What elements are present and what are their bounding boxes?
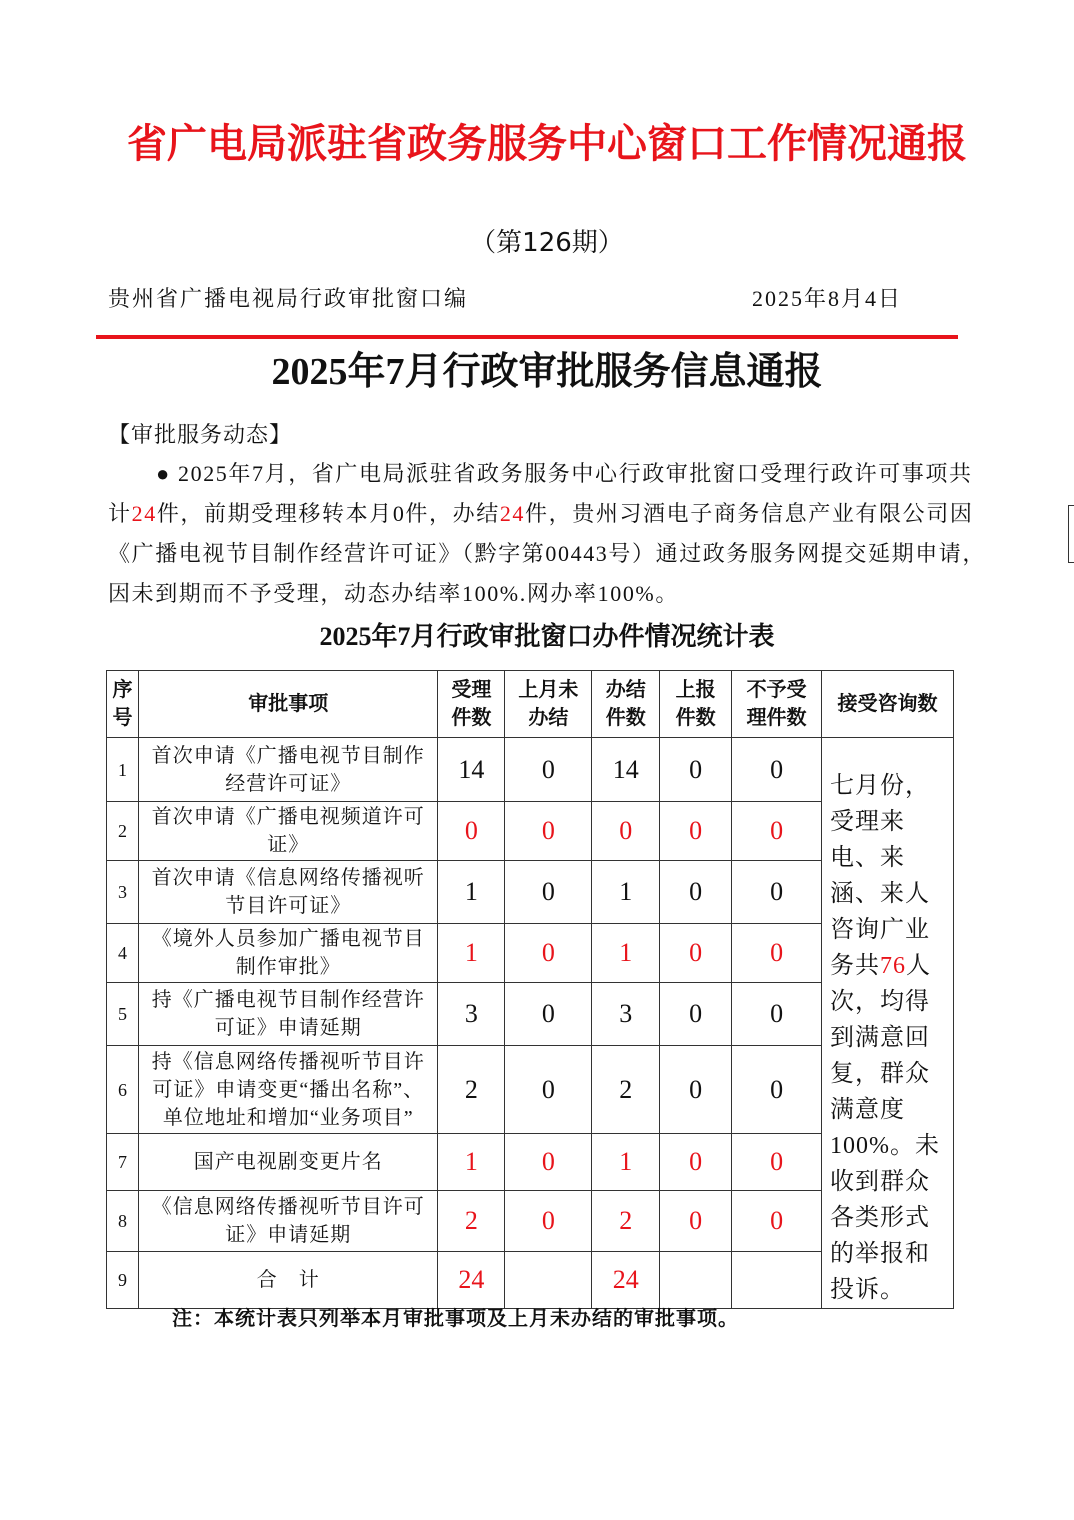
count-cell: 24	[438, 1251, 505, 1308]
red-divider	[96, 335, 958, 339]
count-cell	[505, 1251, 592, 1308]
statistics-table	[106, 670, 954, 1309]
row-number: 9	[107, 1251, 139, 1308]
column-header: 受理件数	[438, 671, 505, 738]
count-cell: 0	[505, 802, 592, 861]
count-cell: 1	[592, 861, 660, 924]
count-cell: 0	[660, 983, 732, 1046]
count-cell: 14	[438, 738, 505, 802]
count-cell: 0	[660, 1190, 732, 1251]
row-number: 1	[107, 738, 139, 802]
report-title: 2025年7月行政审批服务信息通报	[271, 351, 823, 393]
row-number: 2	[107, 802, 139, 861]
accepted-count: 24	[131, 501, 157, 526]
para-text: ● 2025年7月，省广电局派驻省政务服务中心行政审批窗口受理行政许可事项共计	[108, 461, 973, 526]
consultation-summary	[822, 738, 954, 1309]
count-cell: 0	[505, 983, 592, 1046]
summary-paragraph	[108, 454, 988, 614]
count-cell: 0	[660, 738, 732, 802]
count-cell: 0	[438, 802, 505, 861]
count-cell: 0	[505, 738, 592, 802]
count-cell: 0	[732, 802, 822, 861]
column-header: 办结件数	[592, 671, 660, 738]
count-cell: 0	[505, 1190, 592, 1251]
row-number: 7	[107, 1133, 139, 1190]
completed-count: 24	[499, 501, 526, 526]
issue-number: （第126期）	[470, 228, 624, 258]
row-number: 5	[107, 983, 139, 1046]
table-title: 2025年7月行政审批窗口办件情况统计表	[319, 622, 775, 651]
count-cell: 0	[732, 924, 822, 983]
count-cell: 1	[592, 1133, 660, 1190]
count-cell: 1	[438, 861, 505, 924]
table-note: 注：本统计表只列举本月审批事项及上月未办结的审批事项。	[172, 1308, 739, 1330]
count-cell: 0	[732, 738, 822, 802]
column-header: 审批事项	[138, 671, 438, 738]
count-cell: 0	[505, 861, 592, 924]
count-cell: 3	[592, 983, 660, 1046]
para-text: 件，贵州习酒电子商务信息产业有限公司因《广播电视节目制作经营许可证》（黔字第00443号）通过政务服务网提交延期申请，因未到期而不予受理，动态办结率100%.网办率100%。	[108, 501, 987, 606]
table-header-row	[107, 671, 954, 738]
approval-item: 首次申请《信息网络传播视听节目许可证》	[138, 861, 438, 924]
column-header: 上月未办结	[505, 671, 592, 738]
count-cell: 0	[660, 802, 732, 861]
consult-text: 人次，均得到满意回复，群众满意度100%。未收到群众各类形式的举报和投诉。	[830, 953, 940, 1303]
count-cell: 0	[732, 1190, 822, 1251]
editor-line: 贵州省广播电视局行政审批窗口编	[108, 286, 469, 311]
approval-item: 持《信息网络传播视听节目许可证》申请变更“播出名称”、单位地址和增加“业务项目”	[138, 1046, 438, 1134]
section-heading: 【审批服务动态】	[108, 422, 293, 447]
count-cell: 3	[438, 983, 505, 1046]
para-text: 件，前期受理移转本月0件，办结	[156, 501, 500, 526]
approval-item: 合 计	[138, 1251, 438, 1308]
count-cell: 0	[732, 983, 822, 1046]
row-number: 4	[107, 924, 139, 983]
count-cell: 0	[732, 1133, 822, 1190]
count-cell: 0	[660, 861, 732, 924]
row-number: 6	[107, 1046, 139, 1134]
count-cell: 0	[505, 924, 592, 983]
bulletin-title: 省广电局派驻省政务服务中心窗口工作情况通报	[127, 121, 967, 167]
count-cell: 1	[438, 1133, 505, 1190]
count-cell: 1	[438, 924, 505, 983]
consult-text: 七月份，受理来电、来涵、来人咨询广业务共	[830, 773, 930, 979]
count-cell: 0	[592, 802, 660, 861]
count-cell: 0	[732, 1046, 822, 1134]
column-header: 接受咨询数	[822, 671, 954, 738]
count-cell	[732, 1251, 822, 1308]
count-cell: 2	[438, 1190, 505, 1251]
count-cell: 0	[732, 861, 822, 924]
table-row	[107, 738, 954, 802]
approval-item: 首次申请《广播电视频道许可证》	[138, 802, 438, 861]
row-number: 3	[107, 861, 139, 924]
consult-count: 76	[880, 953, 906, 979]
count-cell: 2	[592, 1046, 660, 1134]
approval-item: 国产电视剧变更片名	[138, 1133, 438, 1190]
column-header: 上报件数	[660, 671, 732, 738]
count-cell: 0	[660, 1046, 732, 1134]
approval-item: 《信息网络传播视听节目许可证》申请延期	[138, 1190, 438, 1251]
column-header: 序号	[107, 671, 139, 738]
approval-item: 首次申请《广播电视节目制作经营许可证》	[138, 738, 438, 802]
row-number: 8	[107, 1190, 139, 1251]
count-cell: 1	[592, 924, 660, 983]
count-cell: 0	[505, 1133, 592, 1190]
margin-mark	[1068, 505, 1074, 563]
approval-item: 持《广播电视节目制作经营许可证》申请延期	[138, 983, 438, 1046]
count-cell: 0	[505, 1046, 592, 1134]
approval-item: 《境外人员参加广播电视节目制作审批》	[138, 924, 438, 983]
count-cell: 0	[660, 924, 732, 983]
count-cell: 24	[592, 1251, 660, 1308]
issue-date: 2025年8月4日	[752, 286, 903, 311]
count-cell: 14	[592, 738, 660, 802]
count-cell: 2	[592, 1190, 660, 1251]
count-cell: 0	[660, 1133, 732, 1190]
column-header: 不予受理件数	[732, 671, 822, 738]
count-cell: 2	[438, 1046, 505, 1134]
count-cell	[660, 1251, 732, 1308]
